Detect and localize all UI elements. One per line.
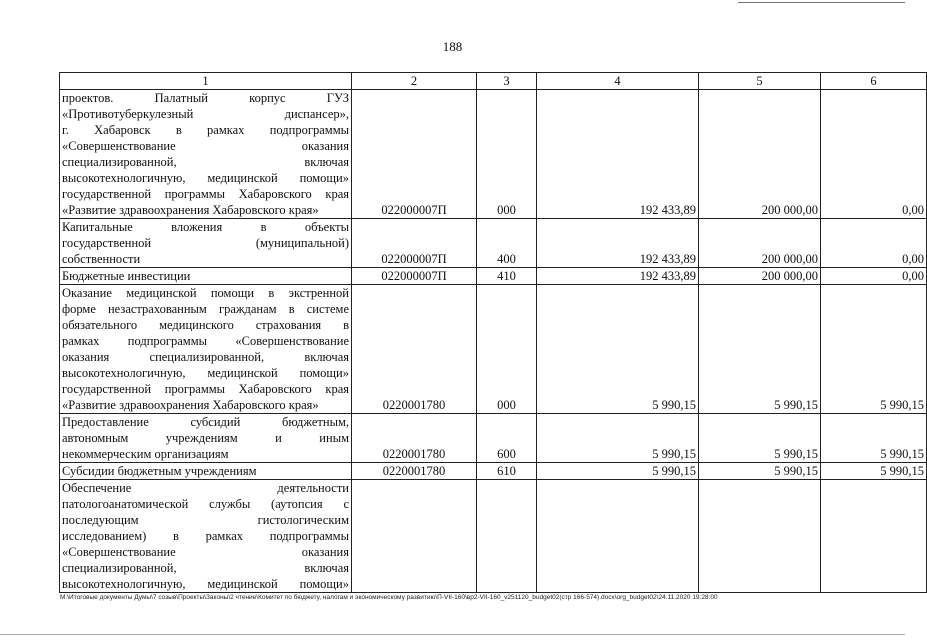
- amount-col6-cell: [821, 480, 927, 593]
- description-line: специализированной, включая: [62, 155, 349, 169]
- amount-col4-cell: 192 433,89: [537, 90, 699, 219]
- amount-col4-cell: 192 433,89: [537, 219, 699, 268]
- target-code-cell: 0220001780: [352, 285, 477, 414]
- amount-col5-cell: 200 000,00: [699, 219, 821, 268]
- amount-col4-cell: 5 990,15: [537, 414, 699, 463]
- amount-col5-cell: [699, 480, 821, 593]
- header-cell: 3: [477, 73, 537, 90]
- description-line: патологоанатомической службы (аутопсия с: [62, 497, 349, 511]
- row-description: [60, 268, 352, 285]
- table-row: [60, 414, 927, 463]
- description-line: специализированной, включая: [62, 561, 349, 575]
- table-header-row: [60, 73, 927, 90]
- amount-col5-cell: 200 000,00: [699, 268, 821, 285]
- description-line: «Развитие здравоохранения Хабаровского края»: [62, 203, 319, 217]
- amount-col4-cell: 5 990,15: [537, 285, 699, 414]
- expense-type-cell: 000: [477, 285, 537, 414]
- table-row: [60, 219, 927, 268]
- top-rule: [738, 2, 905, 3]
- expense-type-cell: 600: [477, 414, 537, 463]
- amount-col5-cell: 5 990,15: [699, 285, 821, 414]
- description-line: рамках подпрограммы «Совершенствование: [62, 334, 349, 348]
- amount-col6-cell: 0,00: [821, 90, 927, 219]
- table-row: [60, 463, 927, 480]
- expense-type-cell: 410: [477, 268, 537, 285]
- page-number: 188: [442, 39, 463, 54]
- description-line: «Развитие здравоохранения Хабаровского края»: [62, 398, 319, 412]
- amount-col4-cell: [537, 480, 699, 593]
- description-line: проектов. Палатный корпус ГУЗ: [62, 91, 349, 105]
- amount-col6-cell: 5 990,15: [821, 463, 927, 480]
- amount-col5-cell: 5 990,15: [699, 414, 821, 463]
- header-cell: 2: [352, 73, 477, 90]
- budget-table: [59, 72, 927, 593]
- target-code-cell: 0220001780: [352, 463, 477, 480]
- amount-col6-cell: 0,00: [821, 268, 927, 285]
- description-line: оказания специализированной, включая: [62, 350, 349, 364]
- file-path-footer: M:\Итоговые документы Думы\7 созыв\Проекты\Законы\2 чтение\Комитет по бюджету, налогам и экономическому развитию\П-VII-160\вр2-VII-160_v251120_budget02(стр 166-574).docx\org_budget02\24.11.2020 19:28:00: [60, 594, 718, 601]
- description-line: Субсидии бюджетным учреждениям: [62, 464, 257, 478]
- description-line: обязательного медицинского страхования в: [62, 318, 349, 332]
- description-line: высокотехнологичную, медицинской помощи»: [62, 171, 349, 185]
- row-description: [60, 219, 352, 268]
- description-line: автономным учреждениям и иным: [62, 431, 349, 445]
- description-line: «Совершенствование оказания: [62, 139, 349, 153]
- row-description: [60, 285, 352, 414]
- expense-type-cell: 400: [477, 219, 537, 268]
- table-row: [60, 285, 927, 414]
- target-code-cell: 0220001780: [352, 414, 477, 463]
- amount-col6-cell: 0,00: [821, 219, 927, 268]
- description-line: форме незастрахованным гражданам в системе: [62, 302, 349, 316]
- expense-type-cell: 610: [477, 463, 537, 480]
- description-line: Предоставление субсидий бюджетным,: [62, 415, 349, 429]
- expense-type-cell: 000: [477, 90, 537, 219]
- header-cell: 4: [537, 73, 699, 90]
- amount-col5-cell: 5 990,15: [699, 463, 821, 480]
- bottom-rule: [0, 634, 905, 635]
- header-cell: 6: [821, 73, 927, 90]
- description-line: государственной программы Хабаровского края: [62, 382, 349, 396]
- description-line: Бюджетные инвестиции: [62, 269, 191, 283]
- description-line: «Противотуберкулезный диспансер»,: [62, 107, 349, 121]
- target-code-cell: [352, 480, 477, 593]
- header-cell: 5: [699, 73, 821, 90]
- target-code-cell: 022000007П: [352, 219, 477, 268]
- description-line: «Совершенствование оказания: [62, 545, 349, 559]
- amount-col4-cell: 5 990,15: [537, 463, 699, 480]
- amount-col5-cell: 200 000,00: [699, 90, 821, 219]
- description-line: государственной (муниципальной): [62, 236, 349, 250]
- row-description: [60, 480, 352, 593]
- table-row: [60, 480, 927, 593]
- description-line: г. Хабаровск в рамках подпрограммы: [62, 123, 349, 137]
- row-description: [60, 90, 352, 219]
- description-line: государственной программы Хабаровского края: [62, 187, 349, 201]
- row-description: [60, 414, 352, 463]
- table-row: [60, 268, 927, 285]
- description-line: исследованием) в рамках подпрограммы: [62, 529, 349, 543]
- amount-col6-cell: 5 990,15: [821, 285, 927, 414]
- description-line: последующим гистологическим: [62, 513, 349, 527]
- amount-col6-cell: 5 990,15: [821, 414, 927, 463]
- description-line: высокотехнологичную, медицинской помощи»: [62, 366, 349, 380]
- target-code-cell: 022000007П: [352, 90, 477, 219]
- description-line: некоммерческим организациям: [62, 447, 229, 461]
- description-line: высокотехнологичную, медицинской помощи»: [62, 577, 349, 591]
- header-cell: 1: [60, 73, 352, 90]
- description-line: Обеспечение деятельности: [62, 481, 349, 495]
- target-code-cell: 022000007П: [352, 268, 477, 285]
- description-line: Оказание медицинской помощи в экстренной: [62, 286, 349, 300]
- description-line: Капитальные вложения в объекты: [62, 220, 349, 234]
- amount-col4-cell: 192 433,89: [537, 268, 699, 285]
- description-line: собственности: [62, 252, 141, 266]
- table-row: [60, 90, 927, 219]
- row-description: [60, 463, 352, 480]
- expense-type-cell: [477, 480, 537, 593]
